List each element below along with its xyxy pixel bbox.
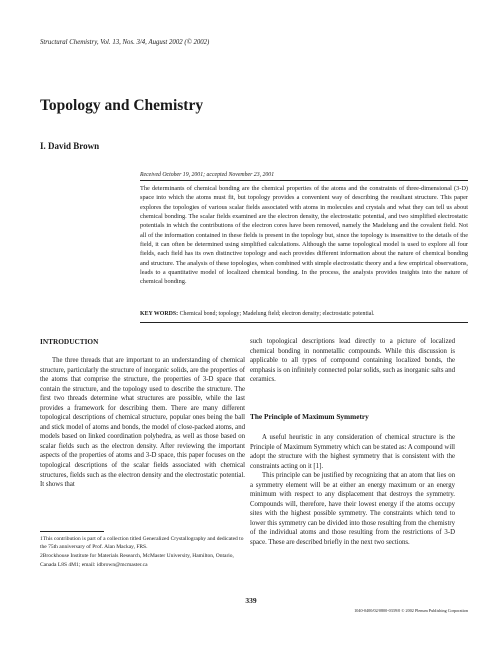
footnotes	[40, 535, 245, 570]
intro-continuation: such topological descriptions lead directly to a picture of localized chemical bonding in nonmetallic compounds. While this discussion is applicable to all types of compound containing localized bonds, the emphasis is on infinitely connected polar solids, such as inorganic salts and ceramics.	[250, 338, 455, 384]
author-name: I. David Brown	[40, 141, 100, 151]
keywords-list: Chemical bond; topology; Madelung field; electron density; electrostatic potential.	[179, 311, 375, 317]
abstract-text: The determinants of chemical bonding are the chemical properties of the atoms and the constraints of three-dimensional (3-D) space into which the atoms must fit, but topology provides a convenient way of describing the resultant structure. This paper explores the topologies of various scalar fields associated with atoms in molecules and crystals and what they can tell us about chemical bonding. The scalar fields examined are the electron density, the electrostatic potential, and two simplified electrostatic potentials in which the contributions of the electron cores have been removed, namely the Madelung and the covalent field. Not all of the information contained in these fields is present in the topology but, since the topology is insensitive to the details of the field, it can often be determined using simplified calculations. Although the same topological model is used to explore all four fields, each field has its own distinctive topology and each provides different information about the nature of chemical bonding and structure. The analysis of these topologies, when combined with simple electrostatic theory and a few empirical observations, leads to a quantitative model of localized chemical bonding. In the process, the analysis provides insights into the nature of chemical bonding.	[140, 185, 468, 286]
principle-paragraph-2: This principle can be justified by recognizing that an atom that lies on a symmetry element will be at either an energy maximum or an energy minimum with respect to any displacement that destroys the symmetry. Compounds will, therefore, have their lowest energy if the atoms occupy sites with the highest possible symmetry. The constraints which tend to lower this symmetry can be divided into those resulting from the chemistry of the individual atoms and those resulting from the restrictions of 3-D space. These are described briefly in the next two sections.	[250, 472, 455, 547]
keywords-line	[140, 311, 468, 317]
received-dates: Received October 19, 2001; accepted November 23, 2001	[140, 172, 275, 178]
abstract-bottom-rule	[140, 322, 468, 323]
keywords-label: KEY WORDS:	[140, 311, 179, 317]
introduction-heading: INTRODUCTION	[40, 337, 99, 346]
footnote-1: 1This contribution is part of a collection titled Generalized Crystallography and dedicated to the 75th anniversary of Prof. Alan Mackay, FRS.	[40, 536, 244, 551]
left-column	[40, 356, 245, 490]
print-code: 1040-0400/02/0800-0339/0 © 2002 Plenum Publishing Corporation	[354, 608, 468, 613]
journal-citation: Structural Chemistry, Vol. 13, Nos. 3/4, August 2002 (© 2002)	[40, 39, 210, 46]
footnote-rule	[40, 531, 104, 532]
page-number: 339	[245, 596, 257, 605]
footnote-2: 2Brockhouse Institute for Materials Research, McMaster University, Hamilton, Ontario, Canada L8S 4M1; email: idbrown@mcmaster.ca	[40, 553, 234, 568]
right-column-top	[250, 337, 455, 385]
abstract-top-rule	[140, 180, 468, 181]
intro-paragraph: The three threads that are important to an understanding of chemical structure, particularly the structure of inorganic solids, are the properties of the atoms that comprise the structure, the properties of 3-D space that contain the structure, and the topology used to describe the structure. The first two threads determine what structures are possible, while the last provides a framework for describing them. There are many different topological descriptions of chemical structure, popular ones being the ball and stick model of atoms and bonds, the model of close-packed atoms, and models based on linked coordination polyhedra, as well as those based on scalar fields such as the electron density. After reviewing the important aspects of the properties of atoms and 3-D space, this paper focuses on the topological descriptions of the scalar fields associated with chemical structures, fields such as the electron density and the electrostatic potential. It shows that	[40, 357, 245, 489]
principle-heading: The Principle of Maximum Symmetry	[250, 412, 369, 421]
right-column-bottom	[250, 433, 455, 548]
paper-title: Topology and Chemistry	[40, 97, 204, 114]
principle-paragraph-1: A useful heuristic in any consideration of chemical structure is the Principle of Maximum Symmetry which can be stated as: A compound will adopt the structure with the highest symmetry that is consistent with the constraints acting on it [1].	[250, 434, 455, 470]
